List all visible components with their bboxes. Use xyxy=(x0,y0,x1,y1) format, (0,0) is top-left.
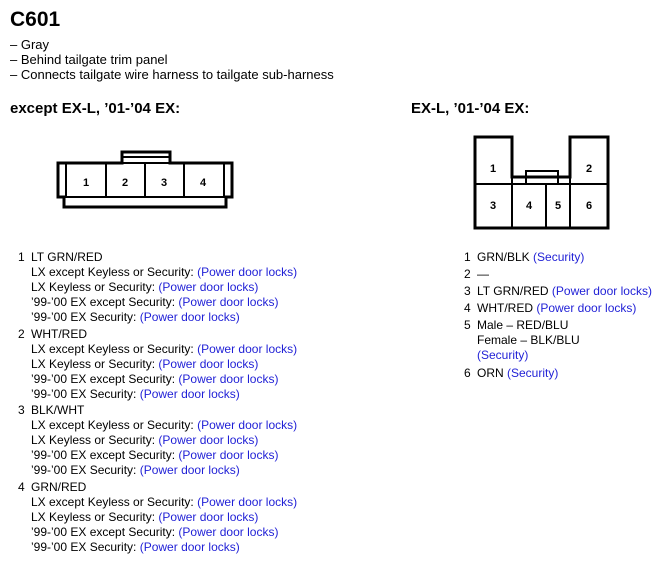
pin-usage xyxy=(31,387,240,402)
connector-6pin-diagram xyxy=(468,130,618,235)
wire-color: LT GRN/RED xyxy=(477,284,552,298)
circuit-link[interactable]: (Power door locks) xyxy=(178,448,279,462)
circuit-link[interactable]: (Power door locks) xyxy=(178,295,279,309)
circuit-link[interactable]: (Security) xyxy=(507,366,559,380)
wire-color: Male – RED/BLU xyxy=(477,318,569,332)
circuit-link[interactable]: (Power door locks) xyxy=(197,265,298,279)
circuit-link[interactable]: (Power door locks) xyxy=(551,284,652,298)
pin-number: 3 xyxy=(464,284,471,298)
pin-usage xyxy=(31,510,258,525)
connector-6pin-label-2: 2 xyxy=(585,163,593,175)
pin-usage xyxy=(31,448,278,463)
circuit-link[interactable]: (Power door locks) xyxy=(178,525,279,539)
circuit-link[interactable]: (Power door locks) xyxy=(536,301,637,315)
right-pin-5 xyxy=(464,318,568,333)
usage-label: LX Keyless or Security: xyxy=(31,357,159,371)
page-title: C601 xyxy=(10,8,61,31)
circuit-link[interactable]: (Power door locks) xyxy=(197,418,298,432)
right-pin-6 xyxy=(464,366,558,381)
connector-6pin-label-3: 3 xyxy=(489,200,497,212)
wire-color: GRN/BLK xyxy=(477,250,534,264)
right-pin-2 xyxy=(464,267,489,282)
circuit-link[interactable]: (Security) xyxy=(533,250,585,264)
usage-label: ’99-’00 EX Security: xyxy=(31,463,140,477)
pin-number: 2 xyxy=(464,267,471,281)
usage-label: ’99-’00 EX Security: xyxy=(31,310,140,324)
pin-usage xyxy=(31,310,240,325)
left-pin-1 xyxy=(18,250,103,265)
pin-number: 4 xyxy=(464,301,471,315)
pin-usage xyxy=(31,295,278,310)
right-heading: EX-L, ’01-’04 EX: xyxy=(411,100,530,117)
pin-number: 2 xyxy=(18,327,25,341)
usage-label: ’99-’00 EX except Security: xyxy=(31,295,179,309)
usage-label: ’99-’00 EX Security: xyxy=(31,387,140,401)
pin-usage xyxy=(31,495,297,510)
pin-number: 1 xyxy=(464,250,471,264)
circuit-link[interactable]: (Power door locks) xyxy=(158,357,259,371)
pin-usage xyxy=(31,357,258,372)
connector-4pin-diagram xyxy=(50,145,240,215)
usage-label: LX except Keyless or Security: xyxy=(31,418,198,432)
note-location: – Behind tailgate trim panel xyxy=(10,52,168,67)
left-pin-2 xyxy=(18,327,87,342)
left-heading: except EX-L, ’01-’04 EX: xyxy=(10,100,181,117)
pin-usage xyxy=(31,342,297,357)
usage-label: LX Keyless or Security: xyxy=(31,280,159,294)
usage-label: ’99-’00 EX except Security: xyxy=(31,448,179,462)
circuit-link[interactable]: (Power door locks) xyxy=(158,510,259,524)
connector-4pin-label-1: 1 xyxy=(82,177,90,189)
usage-label: ’99-’00 EX Security: xyxy=(31,540,140,554)
connector-6pin-label-6: 6 xyxy=(585,200,593,212)
wire-color: WHT/RED xyxy=(477,301,537,315)
pin-usage xyxy=(31,540,240,555)
circuit-link[interactable]: (Power door locks) xyxy=(139,463,240,477)
pin-usage xyxy=(31,525,278,540)
circuit-link[interactable]: (Power door locks) xyxy=(158,280,259,294)
usage-label: LX except Keyless or Security: xyxy=(31,495,198,509)
usage-label: LX Keyless or Security: xyxy=(31,433,159,447)
note-connects: – Connects tailgate wire harness to tailgate sub-harness xyxy=(10,67,334,82)
pin-number: 3 xyxy=(18,403,25,417)
wire-color: GRN/RED xyxy=(31,480,87,494)
usage-label: ’99-’00 EX except Security: xyxy=(31,525,179,539)
circuit-link[interactable]: (Power door locks) xyxy=(139,540,240,554)
pin-usage xyxy=(31,418,297,433)
left-pin-3 xyxy=(18,403,84,418)
pin-number: 5 xyxy=(464,318,471,332)
connector-6pin-label-1: 1 xyxy=(489,163,497,175)
pin-number: 1 xyxy=(18,250,25,264)
wire-color: — xyxy=(477,267,489,281)
connector-4pin-label-2: 2 xyxy=(121,177,129,189)
circuit-link[interactable]: (Power door locks) xyxy=(158,433,259,447)
pin-number: 4 xyxy=(18,480,25,494)
connector-6pin-label-4: 4 xyxy=(525,200,533,212)
pin-usage xyxy=(31,372,278,387)
wire-color: ORN xyxy=(477,366,507,380)
connector-4pin-label-4: 4 xyxy=(199,177,207,189)
circuit-link[interactable]: (Power door locks) xyxy=(197,495,298,509)
right-pin-1 xyxy=(464,250,584,265)
pin-usage xyxy=(31,463,240,478)
connector-4pin-label-3: 3 xyxy=(160,177,168,189)
usage-label: LX Keyless or Security: xyxy=(31,510,159,524)
left-pin-4 xyxy=(18,480,86,495)
pin-number: 6 xyxy=(464,366,471,380)
circuit-link[interactable]: (Power door locks) xyxy=(139,387,240,401)
pin-usage xyxy=(31,433,258,448)
connector-6pin-label-5: 5 xyxy=(554,200,562,212)
pin-usage xyxy=(31,265,297,280)
wire-color: BLK/WHT xyxy=(31,403,85,417)
pin-usage xyxy=(31,280,258,295)
wire-color: LT GRN/RED xyxy=(31,250,103,264)
circuit-link[interactable]: (Power door locks) xyxy=(197,342,298,356)
circuit-link[interactable]: (Security) xyxy=(477,348,529,362)
wire-color: WHT/RED xyxy=(31,327,87,341)
note-color: – Gray xyxy=(10,37,50,52)
usage-label: LX except Keyless or Security: xyxy=(31,342,198,356)
circuit-link[interactable]: (Power door locks) xyxy=(178,372,279,386)
usage-label: LX except Keyless or Security: xyxy=(31,265,198,279)
right-pin-5-female: Female – BLK/BLU xyxy=(477,333,580,347)
usage-label: ’99-’00 EX except Security: xyxy=(31,372,179,386)
right-pin-4 xyxy=(464,301,636,316)
right-pin-3 xyxy=(464,284,652,299)
circuit-link[interactable]: (Power door locks) xyxy=(139,310,240,324)
